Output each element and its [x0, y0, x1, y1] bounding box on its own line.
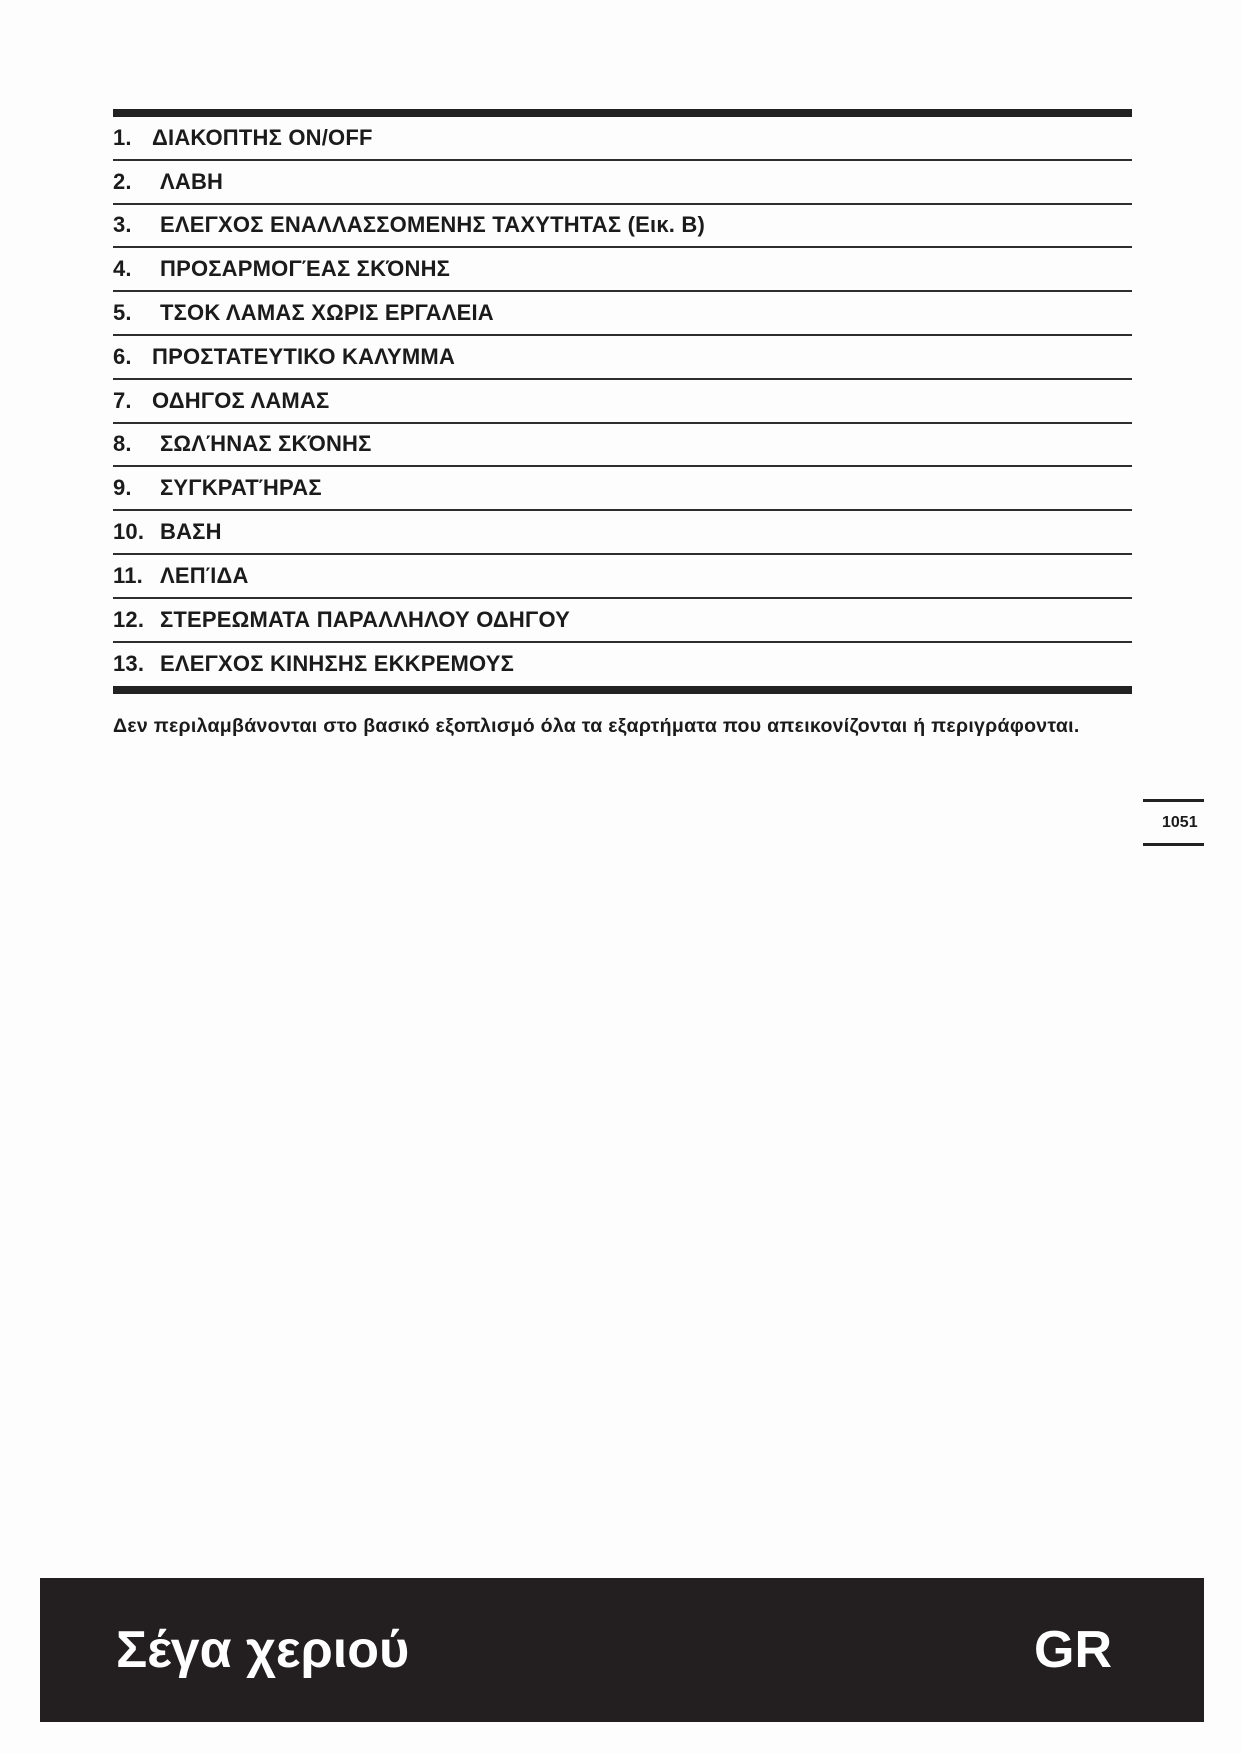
- part-number: 6.: [113, 343, 132, 369]
- part-label: ΕΛΕΓΧΟΣ ΕΝΑΛΛΑΣΣΟΜΕΝΗΣ ΤΑΧΥΤΗΤΑΣ (Εικ. B): [160, 212, 706, 238]
- part-number: 12.: [113, 606, 145, 632]
- part-item: [113, 205, 1132, 249]
- part-number: 13.: [113, 651, 145, 677]
- part-label: ΛΑΒΗ: [160, 168, 224, 194]
- part-number: 8.: [113, 431, 132, 457]
- part-number: 2.: [113, 168, 132, 194]
- part-label: ΣΥΓΚΡΑΤΉΡΑΣ: [160, 475, 322, 501]
- part-label: ΣΩΛΉΝΑΣ ΣΚΌΝΗΣ: [160, 431, 372, 457]
- part-number: 3.: [113, 212, 132, 238]
- part-number: 9.: [113, 475, 132, 501]
- part-item: [113, 467, 1132, 511]
- part-label: ΠΡΟΣΑΡΜΟΓΈΑΣ ΣΚΌΝΗΣ: [160, 256, 451, 282]
- accessories-note: Δεν περιλαμβάνονται στο βασικό εξοπλισμό όλα τα εξαρτήματα που απεικονίζονται ή περιγράφονται.: [113, 715, 1080, 737]
- part-item: [113, 248, 1132, 292]
- page-number: 1051: [1162, 813, 1198, 831]
- footer-title: Σέγα χεριού: [116, 1621, 410, 1679]
- part-label: ΟΔΗΓΟΣ ΛΑΜΑΣ: [152, 387, 330, 413]
- part-item: [113, 161, 1132, 205]
- part-number: 5.: [113, 300, 132, 326]
- page-number-box: [1143, 799, 1204, 846]
- language-code: GR: [1034, 1621, 1112, 1679]
- part-item: [113, 599, 1132, 643]
- part-number: 11.: [113, 562, 143, 588]
- part-item: [113, 511, 1132, 555]
- part-label: ΣΤΕΡΕΩΜΑΤΑ ΠΑΡΑΛΛΗΛΟΥ ΟΔΗΓΟΥ: [160, 606, 571, 632]
- part-number: 7.: [113, 387, 132, 413]
- part-label: ΛΕΠΊΔΑ: [160, 562, 249, 588]
- part-item: [113, 336, 1132, 380]
- part-number: 10.: [113, 519, 145, 545]
- part-item: [113, 555, 1132, 599]
- part-label: ΤΣΟΚ ΛΑΜΑΣ ΧΩΡΙΣ ΕΡΓΑΛΕΙΑ: [160, 300, 494, 326]
- part-item: [113, 643, 1132, 687]
- part-label: ΠΡΟΣΤΑΤΕΥΤΙΚΟ ΚΑΛΥΜΜΑ: [152, 343, 456, 369]
- part-item: [113, 117, 1132, 161]
- part-item: [113, 380, 1132, 424]
- part-number: 1.: [113, 124, 132, 150]
- footer-bar: [40, 1578, 1204, 1722]
- part-label: ΔΙΑΚΟΠΤΗΣ ON/OFF: [152, 124, 373, 150]
- part-label: ΕΛΕΓΧΟΣ ΚΙΝΗΣΗΣ ΕΚΚΡΕΜΟΥΣ: [160, 651, 515, 677]
- part-item: [113, 292, 1132, 336]
- part-label: ΒΑΣΗ: [160, 519, 222, 545]
- part-number: 4.: [113, 256, 132, 282]
- part-item: [113, 424, 1132, 468]
- parts-list: [113, 109, 1132, 694]
